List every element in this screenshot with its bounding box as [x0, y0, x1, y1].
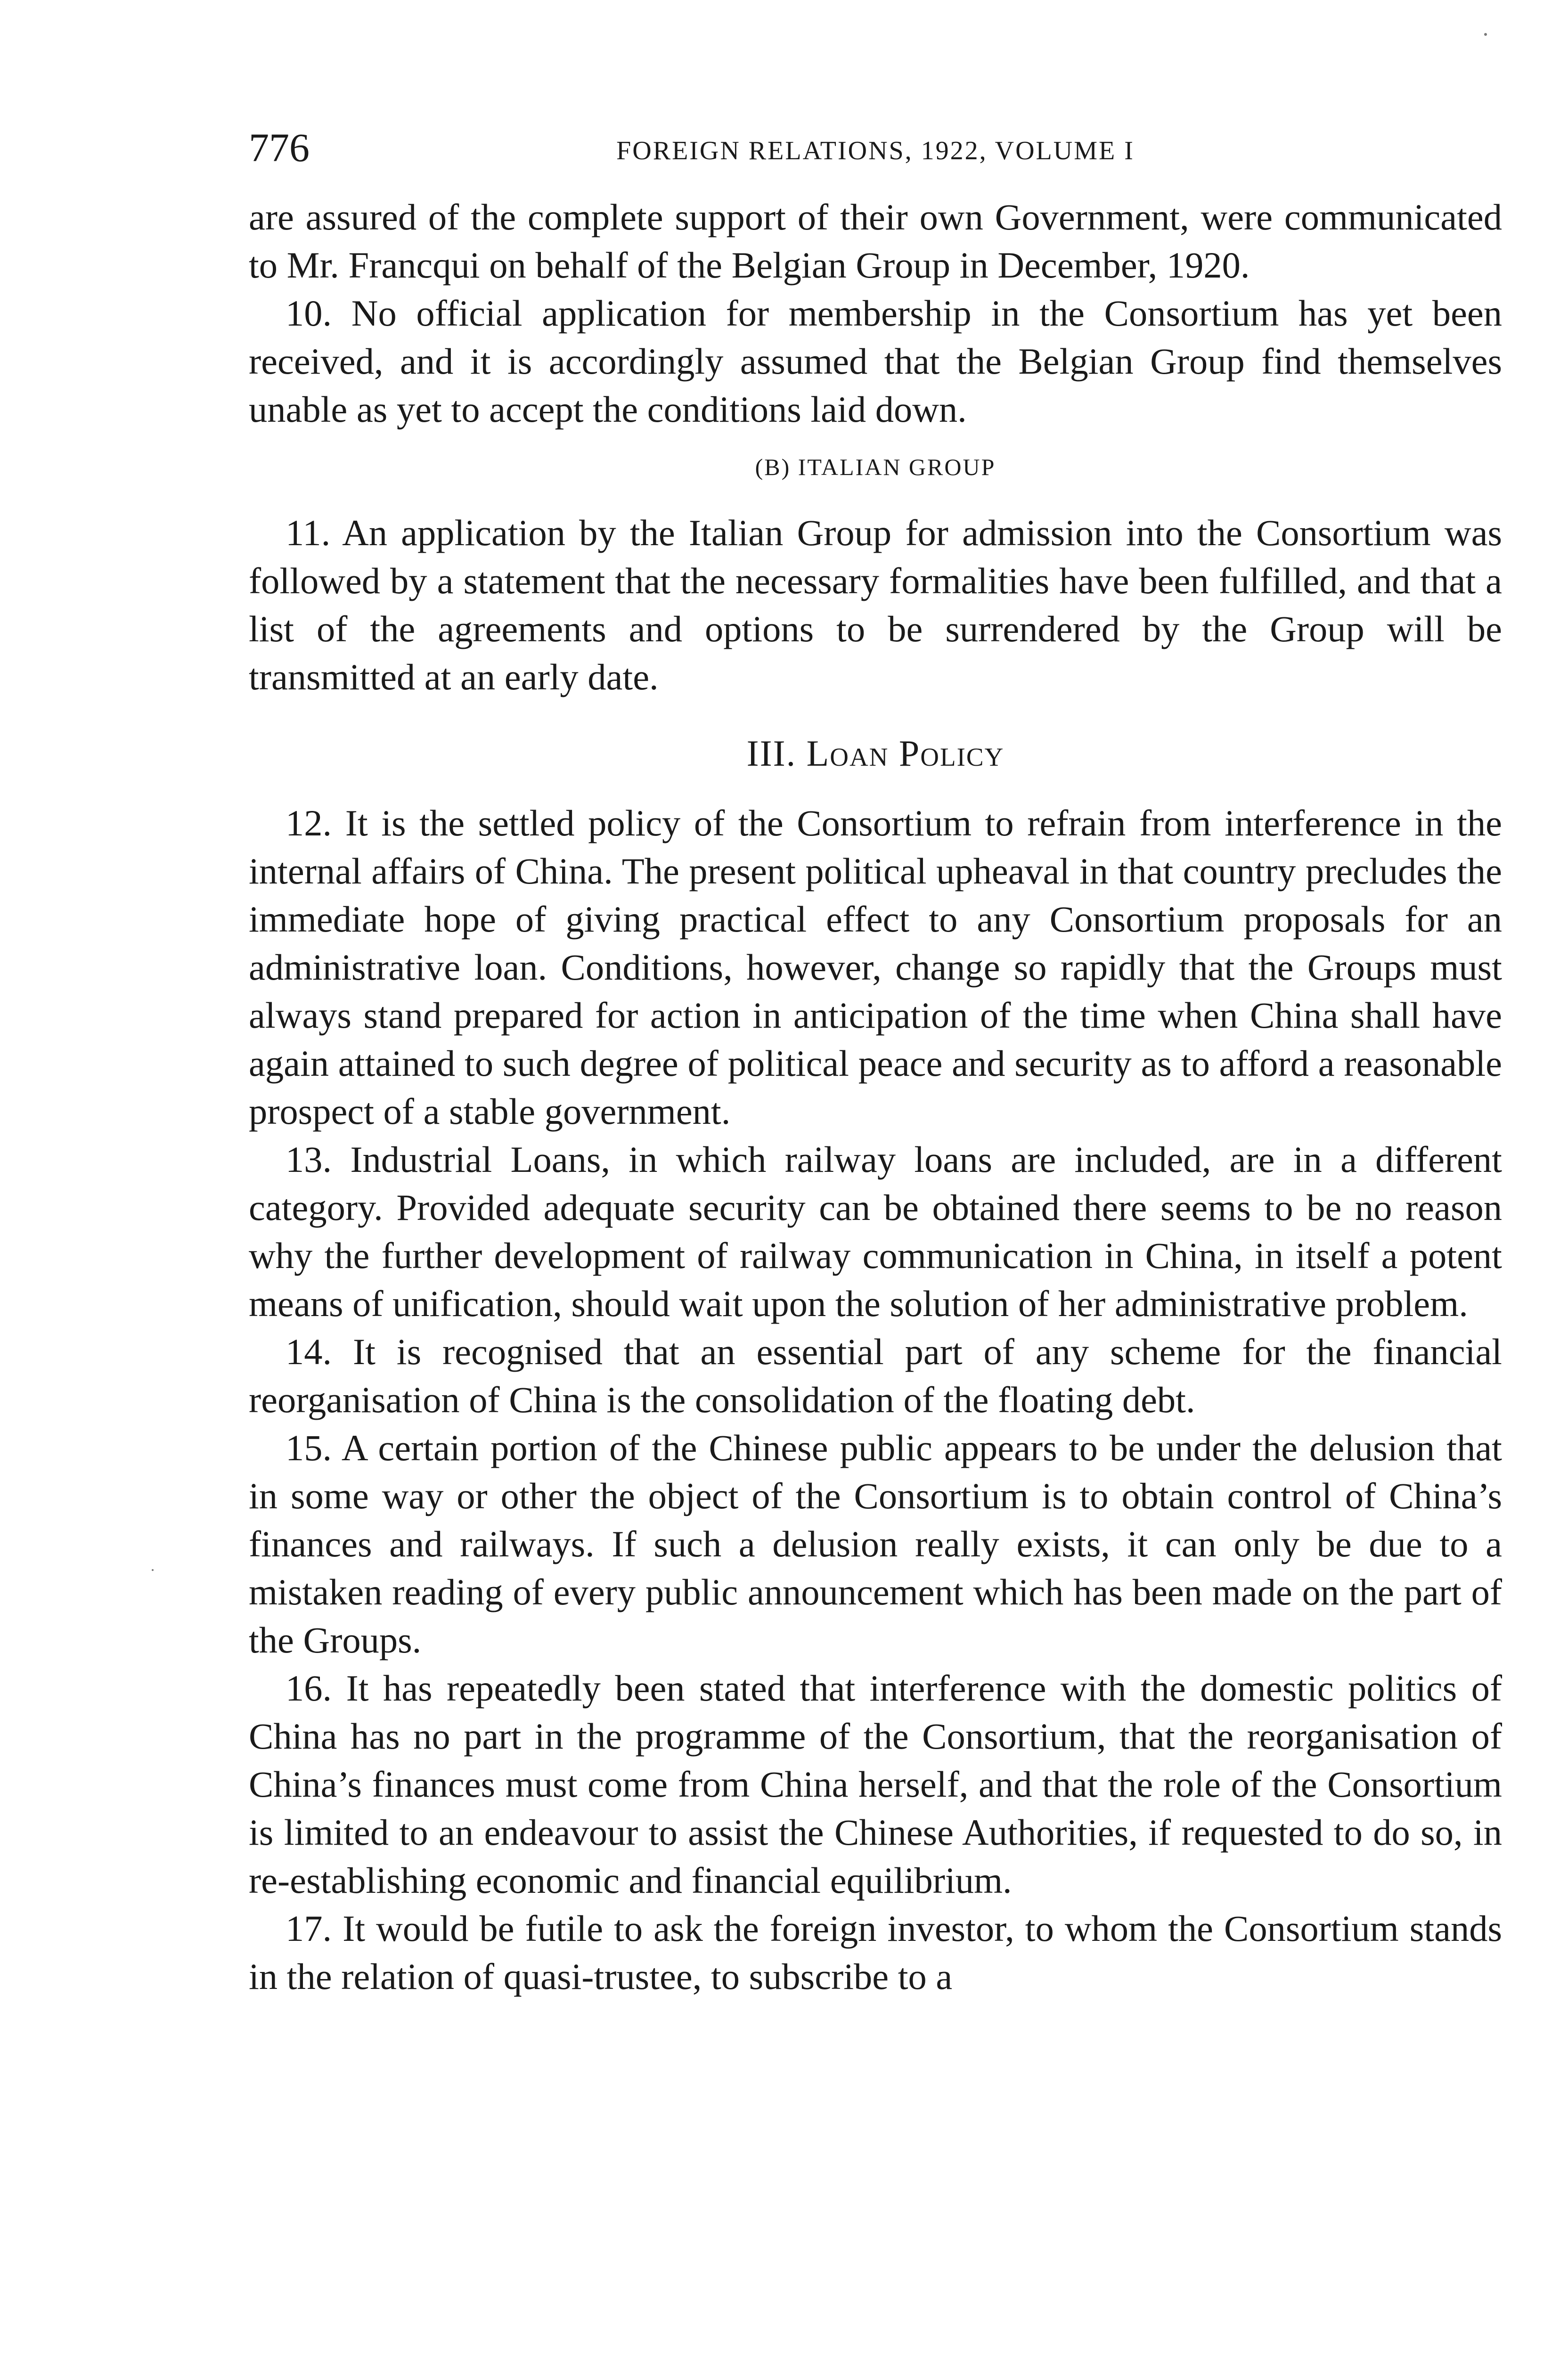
paragraph-10: 10. No official application for membership in the Consortium has yet been received, and it is accordingly assumed that the Belgian Group find themselves unable as yet to accept the conditions laid down.: [249, 293, 1502, 430]
document-page: [249, 127, 1502, 2001]
section-heading-loan-policy: III. Loan Policy: [746, 733, 1004, 774]
paragraph-continuation: are assured of the complete support of their own Government, were communicated to Mr. Francqui on behalf of the Belgian Group in December, 1920.: [249, 196, 1502, 286]
running-head: FOREIGN RELATIONS, 1922, VOLUME I: [616, 136, 1135, 165]
paragraph-13: 13. Industrial Loans, in which railway loans are included, are in a different category. Provided adequate security can be obtained there seems to be no reason why the further development of railway communication in China, in itself a potent means of unification, should wait upon the solution of her administrative problem.: [249, 1139, 1502, 1324]
scan-speck: [1484, 33, 1487, 36]
paragraph-16: 16. It has repeatedly been stated that interference with the domestic politics of China has no part in the programme of the Consortium, that the reorganisation of China’s finances must come from China herself, and that the role of the Consortium is limited to an endeavour to assist the Chinese Authorities, if requested to do so, in re-establishing economic and financial equilibrium.: [249, 1668, 1502, 1901]
page-number: 776: [249, 125, 310, 170]
page-header: [249, 127, 1502, 193]
paragraph-11: 11. An application by the Italian Group for admission into the Consortium was followed by a statement that the necessary formalities have been fulfilled, and that a list of the agreements and options to be surrendered by the Group will be transmitted at an early date.: [249, 512, 1502, 697]
paragraph-12: 12. It is the settled policy of the Consortium to refrain from interference in the internal affairs of China. The present political upheaval in that country precludes the immediate hope of giving practical effect to any Consortium proposals for an administrative loan. Conditions, however, change so rapidly that the Groups must always stand prepared for action in anticipation of the time when China shall have again attained to such degree of political peace and security as to afford a reasonable prospect of a stable government.: [249, 802, 1502, 1132]
paragraph-15: 15. A certain portion of the Chinese public appears to be under the delusion that in some way or other the object of the Consortium is to obtain control of China’s finances and railways. If such a delusion really exists, it can only be due to a mistaken reading of every public announcement which has been made on the part of the Groups.: [249, 1427, 1502, 1661]
paragraph-14: 14. It is recognised that an essential part of any scheme for the financial reorganisation of China is the consolidation of the floating debt.: [249, 1331, 1502, 1420]
paragraph-17: 17. It would be futile to ask the foreign investor, to whom the Consortium stands in the relation of quasi-trustee, to subscribe to a: [249, 1908, 1502, 1997]
scan-speck: [152, 1569, 154, 1571]
subheading-italian-group: (B) ITALIAN GROUP: [755, 454, 996, 480]
